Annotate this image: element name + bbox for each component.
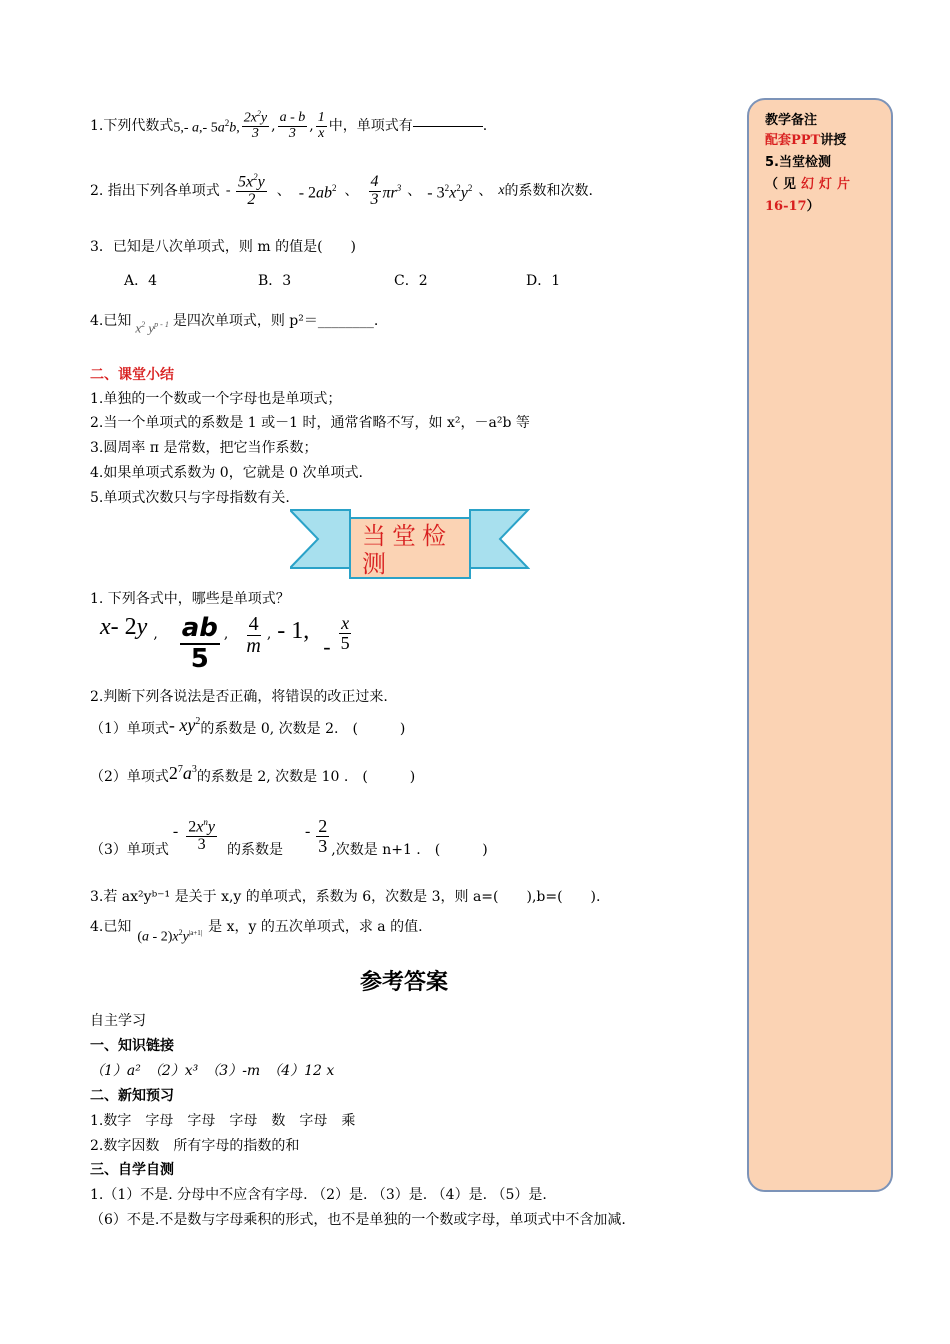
test-q1-frac-1: $\frac{ab}{5}$	[181, 613, 218, 674]
note-close-paren: ）	[806, 199, 820, 214]
answers-self-test-2: （6）不是.不是数与字母乘积的形式，也不是单独的一个数或字母，单项式中不含加减.	[90, 1212, 626, 1228]
note-line3	[765, 176, 855, 194]
practice-q1-frac-2: $\frac{a - b}{3}$	[279, 109, 306, 141]
test-q2-3-frac: $\frac{2x^ny}{3}$	[188, 817, 215, 854]
practice-q2-prefix: 2. 指出下列各单项式	[90, 183, 220, 199]
note-slide-label: 幻灯片	[801, 177, 856, 192]
test-q2-3	[90, 806, 488, 866]
note-title: 教学备注	[765, 113, 818, 128]
teaching-note-box	[747, 98, 893, 1192]
note-line1	[765, 132, 846, 150]
summary-item: 1.单独的一个数或一个字母也是单项式；	[90, 391, 342, 407]
test-q2-3-mid: 的系数是	[226, 842, 283, 858]
test-q4-prefix: 4.已知	[90, 919, 132, 935]
practice-q4	[90, 304, 378, 338]
answers-title: 参考答案	[360, 970, 449, 995]
answers-heading-2: 二、新知预习	[90, 1088, 174, 1104]
note-see-label: （见	[765, 177, 802, 192]
separator: 、	[276, 183, 291, 199]
note-line2: 5.当堂检测	[765, 155, 831, 170]
practice-q4-expr: $x^2$ $y^{p - 1}$	[135, 320, 169, 336]
test-q4-suffix: 是 x，y 的五次单项式，求 a 的值.	[208, 919, 423, 935]
practice-q4-prefix: 4.已知	[90, 313, 132, 329]
summary-item: 3.圆周率 π 是常数，把它当作系数；	[90, 440, 318, 456]
test-q1-frac-2: $\frac{4}{m}$	[246, 613, 261, 657]
summary-item: 5.单项式次数只与字母指数有关.	[90, 490, 290, 506]
practice-q2-expr-5: x	[498, 183, 505, 198]
practice-q1-suffix: 中，单项式有	[328, 118, 413, 134]
test-q1-expr-1: x- 2y	[100, 614, 148, 640]
practice-q2-expr-2: - $2ab^2$	[298, 183, 337, 202]
test-q2-1-prefix: （1）单项式	[90, 721, 169, 737]
answers-section: 自主学习	[90, 1013, 146, 1029]
test-q1-frac-3: $\frac{x}{5}$	[340, 613, 350, 653]
summary-item: 2.当一个单项式的系数是 1 或－1 时，通常省略不写，如 x²，－a²b 等	[90, 415, 530, 431]
test-q2-2	[90, 760, 415, 794]
answers-preview-1: 1.数字 字母 字母 字母 数 字母 乘	[90, 1113, 356, 1129]
test-q2-2-suffix: 的系数是 2, 次数是 10 . ( )	[196, 769, 416, 785]
separator: 、	[407, 183, 422, 199]
answers-heading-1: 一、知识链接	[90, 1038, 174, 1054]
practice-q2-frac-2: $\frac{4}{3}$	[370, 172, 379, 208]
test-q2-3-minus: -	[172, 823, 179, 840]
practice-q2-suffix: 的系数和次数.	[504, 183, 593, 199]
practice-q3-option-a: A．4	[124, 273, 158, 289]
test-q1: 1. 下列各式中，哪些是单项式？	[90, 591, 290, 607]
answers-knowledge: （1）a² （2）x³ （3）-m （4）12 x	[90, 1063, 335, 1079]
practice-q1-prefix: 1.下列代数式	[90, 118, 174, 134]
note-ppt-label: 配套PPT	[765, 133, 821, 148]
test-q2-2-prefix: （2）单项式	[90, 769, 169, 785]
test-q2-1	[90, 712, 405, 746]
summary-item: 4.如果单项式系数为 0，它就是 0 次单项式.	[90, 465, 363, 481]
note-lecture-label: 讲授	[820, 133, 847, 148]
practice-q4-suffix: 是四次单项式，则 p²＝________.	[172, 313, 379, 329]
separator: 、	[344, 183, 359, 199]
test-q2-1-expr: - $xy^2$	[168, 714, 201, 735]
separator: ,	[266, 626, 272, 642]
test-q2-1-suffix: 的系数是 0, 次数是 2. ( )	[200, 721, 406, 737]
test-q4-expr: $(a - 2)x^2y^{|a+1|}$	[137, 927, 203, 945]
test-q1-expr-2: - 1,	[277, 618, 310, 644]
practice-q1-frac-1: $\frac{2x^2y}{3}$	[243, 108, 268, 142]
practice-q3-option-b: B．3	[258, 273, 292, 289]
practice-q2-expr-3: $\pi r^3$	[382, 183, 402, 202]
test-q2-2-expr: $2^7a^3$	[168, 762, 197, 783]
answers-self-test-1: 1.（1）不是. 分母中不应含有字母. （2）是. （3）是. （4）是. （5）是.	[90, 1187, 547, 1203]
practice-q2-frac-1: $\frac{5x^2y}{2}$	[237, 172, 265, 209]
practice-q1-frac-3: $\frac{1}{x}$	[317, 109, 325, 141]
ribbon-right-tail	[470, 510, 528, 568]
test-q3: 3.若 ax²yᵇ⁻¹ 是关于 x,y 的单项式，系数为 6，次数是 3，则 a=( ),b=( ).	[90, 889, 601, 905]
test-q2-3-prefix: （3）单项式	[90, 842, 169, 858]
practice-q3-option-c: C．2	[394, 273, 428, 289]
practice-q3: 3．已知是八次单项式，则 m 的值是( )	[90, 239, 357, 255]
banner-title	[362, 522, 452, 578]
separator: ,	[153, 626, 158, 642]
practice-q2	[90, 166, 593, 216]
practice-q1-expr-a: 5,- a,- $5a^2b$,	[173, 118, 240, 136]
separator: ,	[223, 626, 229, 642]
note-slide-range: 16-17	[765, 199, 807, 214]
test-q1-expr-3: -	[323, 634, 331, 659]
practice-q2-expr-4: - $3^2x^2y^2$	[427, 183, 473, 202]
test-q4	[90, 910, 423, 944]
answer-blank	[413, 126, 483, 127]
test-q2-3-suffix: ,次数是 n+1 . ( )	[331, 842, 488, 858]
summary-heading: 二、课堂小结	[90, 367, 174, 383]
answers-heading-3: 三、自学自测	[90, 1162, 174, 1178]
test-q2-3-minus2: -	[304, 823, 311, 840]
practice-q1-end: .	[482, 118, 488, 134]
ribbon-left-tail	[290, 510, 350, 568]
practice-q3-option-d: D．1	[526, 273, 561, 289]
banner-line1: 当堂检	[362, 522, 452, 550]
test-q1-expressions	[100, 614, 354, 676]
test-q2: 2.判断下列各说法是否正确，将错误的改正过来.	[90, 689, 388, 705]
practice-q1: 1.下列代数式 5,- a,- $5a^2b$, $\frac{2x^2y}{3}$ , $\frac{a - b}{3}$ , $\frac{1}{x}$ 中，单项式有 .	[90, 108, 488, 142]
test-q2-3-frac2: $\frac{2}{3}$	[318, 815, 328, 856]
practice-q2-expr-1: -	[225, 183, 234, 198]
separator: 、	[478, 183, 493, 199]
answers-preview-2: 2.数字因数 所有字母的指数的和	[90, 1138, 300, 1154]
note-line4	[765, 198, 820, 216]
banner-line2: 测	[362, 550, 392, 578]
